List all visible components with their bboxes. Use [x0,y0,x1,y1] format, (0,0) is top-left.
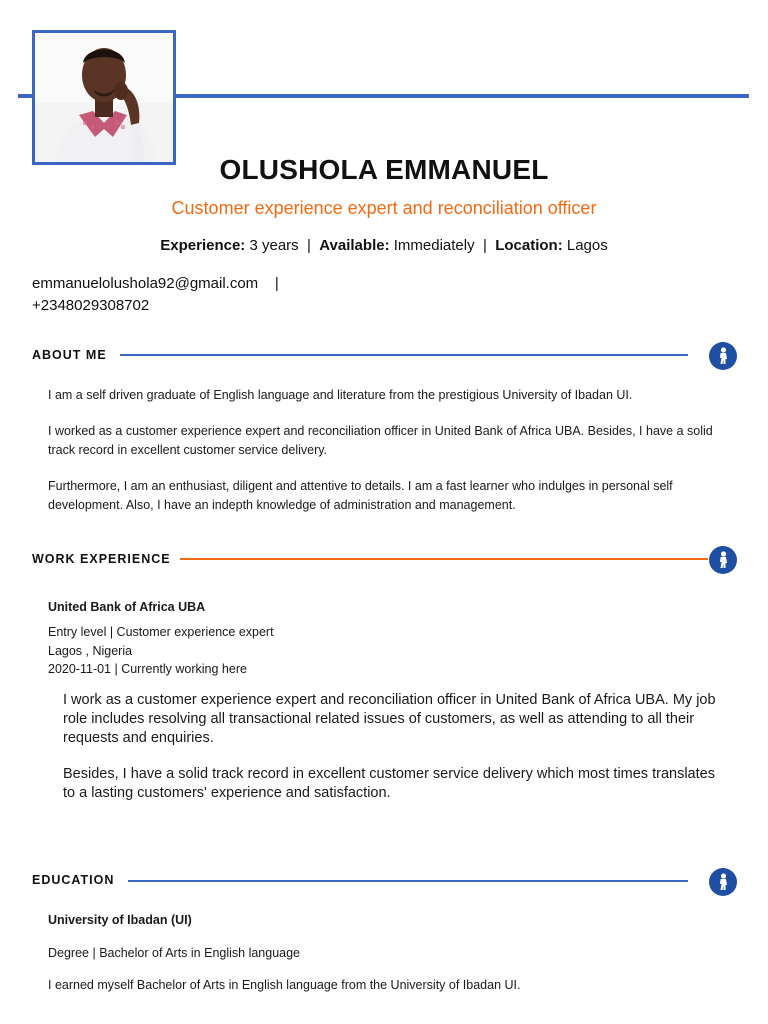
work-dates: 2020-11-01 | Currently working here [48,662,247,676]
candidate-headline: Customer experience expert and reconciliation officer [171,198,597,218]
work-role: Entry level | Customer experience expert [48,625,274,639]
person-silhouette-icon [709,342,737,370]
education-section-title: EDUCATION [32,873,115,887]
quick-facts [0,237,768,254]
education-section-rule [128,880,688,882]
profile-photo-illustration [35,33,173,162]
education-description: I earned myself Bachelor of Arts in English language from the University of Ibadan UI. [48,978,521,992]
person-silhouette-icon [709,868,737,896]
education-school: University of Ibadan (UI) [48,913,192,927]
facts-separator: | [307,237,311,254]
available-label: Available: [319,237,390,254]
available-value: Immediately [393,237,475,254]
contact-block [32,273,279,317]
about-section-title: ABOUT ME [32,348,107,362]
candidate-name: OLUSHOLA EMMANUEL [219,154,549,185]
facts-separator: | [482,237,487,254]
experience-label: Experience: [160,237,246,254]
location-label: Location: [495,237,563,254]
location-value: Lagos [566,237,608,254]
profile-photo [32,30,176,165]
work-section-rule [180,558,708,560]
experience-value: 3 years [249,237,299,254]
about-paragraph-1: I am a self driven graduate of English language and literature from the prestigious University of Ibadan UI. [48,388,633,402]
email-link[interactable]: emmanuelolushola92@gmail.com [32,275,259,292]
work-description-2: Besides, I have a solid track record in excellent customer service delivery which most times translates to a lasting customers' experience and satisfaction. [63,766,715,801]
phone-number[interactable]: +2348029308702 [32,297,150,314]
work-employer: United Bank of Africa UBA [48,600,206,614]
about-paragraph-2: I worked as a customer experience expert and reconciliation officer in United Bank of Africa UBA. Besides, I have a solid track record in excellent customer service delivery. [48,424,713,457]
about-paragraph-3: Furthermore, I am an enthusiast, diligent and attentive to details. I am a fast learner who indulges in personal self development. Also, I have an indepth knowledge of administration and management. [48,479,673,512]
education-degree: Degree | Bachelor of Arts in English language [48,946,301,960]
contact-separator: | [274,275,279,292]
about-section-rule [120,354,688,356]
work-description-1: I work as a customer experience expert and reconciliation officer in United Bank of Africa UBA. My job role includes resolving all transactional related issues of customers, as well as attending to all their requests and enquiries. [63,692,716,746]
work-section-title: WORK EXPERIENCE [32,552,171,566]
person-silhouette-icon [709,546,737,574]
work-location: Lagos , Nigeria [48,644,133,658]
